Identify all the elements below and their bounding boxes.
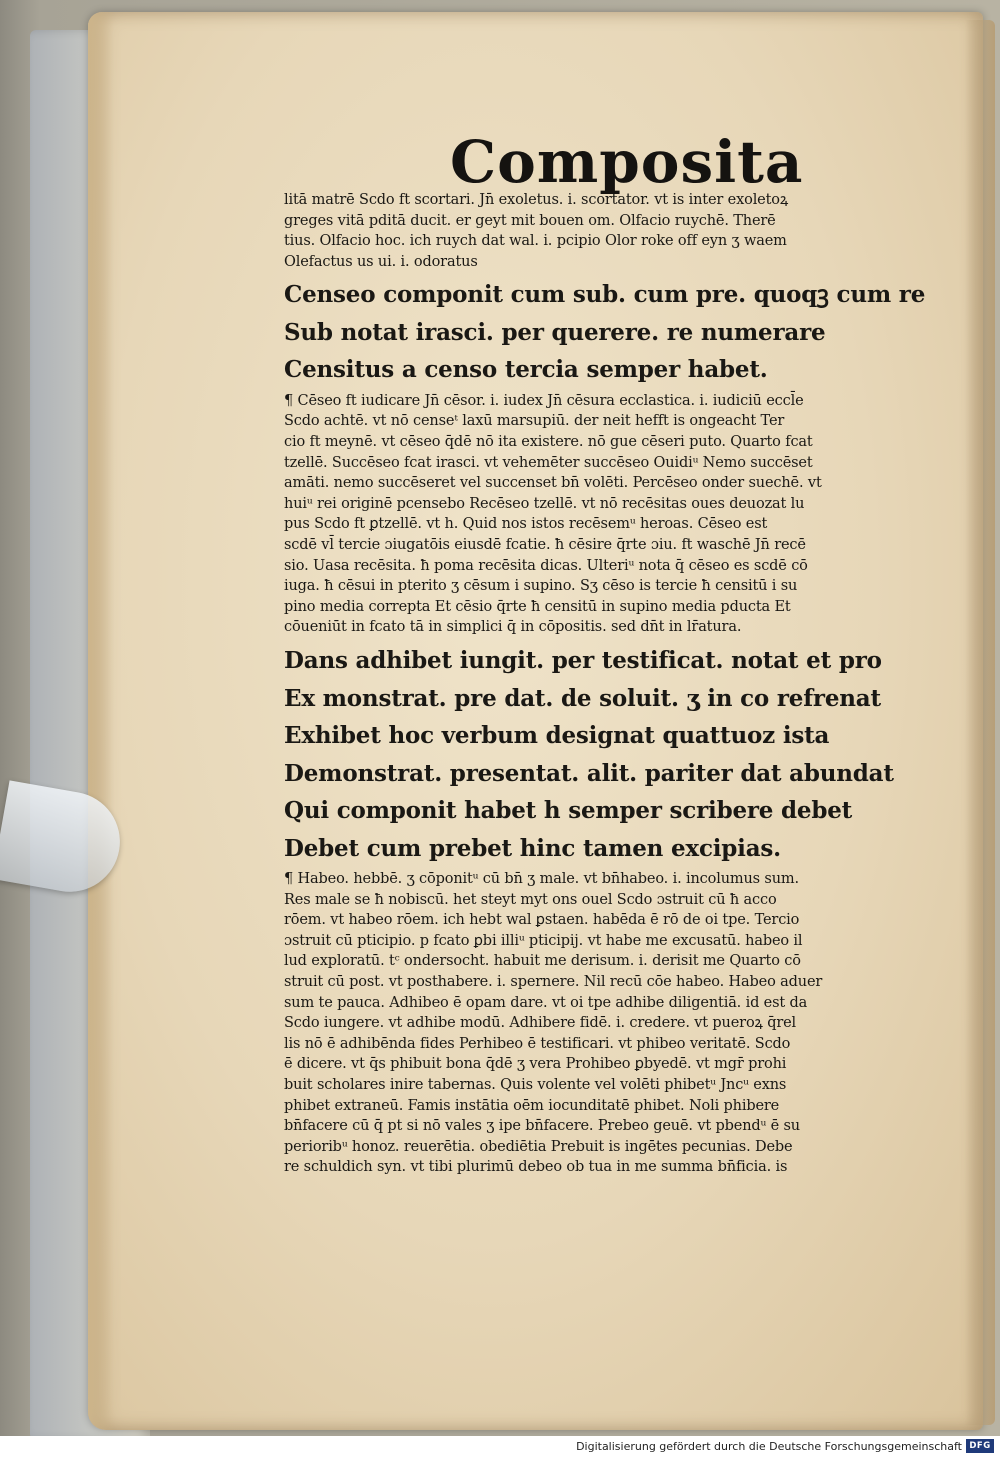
verse-line: Qui componit habet h semper scribere debet: [284, 797, 853, 824]
text-line: amāti. nemo succēseret vel succenset bn̄ volēti. Percēseo onder suechē. vt: [284, 475, 822, 492]
verse-block: [284, 642, 909, 867]
verse-block: [284, 276, 926, 389]
text-line: iuga. ħ cēsui in pterito ʒ cēsum i supino. Sʒ cēso is tercie ħ censitū i su: [284, 578, 798, 595]
verse-line: Censitus a censo tercia semper habet.: [284, 356, 768, 384]
page-right-edge: [965, 20, 995, 1425]
text-line: pus Scdo ft ꝑtzellē. vt h. Quid nos istos recēsemᵘ heroas. Cēseo est: [284, 516, 768, 533]
commentary-block: [284, 869, 909, 1178]
text-line: pino media correpta Et cēsio q̄rte ħ censitū in supino media pducta Et: [284, 598, 791, 615]
text-line: Res male se ħ nobiscū. het steyt myt ons ouel Scdo ɔstruit cū ħ acco: [284, 891, 777, 908]
text-line: buit scholares inire tabernas. Quis volente vel volēti phibetᵘ Jncᵘ exns: [284, 1076, 787, 1093]
text-line: Scdo iungere. vt adhibe modū. Adhibere fidē. i. credere. vt pueroꝝ q̄rel: [284, 1015, 797, 1032]
text-line: lud exploratū. tᶜ ondersocht. habuit me derisum. i. derisit me Quarto cō: [284, 953, 801, 970]
text-line: huiᵘ rei originē pcensebo Recēseo tzellē. vt nō recēsitas oues deuozat lu: [284, 495, 805, 512]
text-line: Scdo achtē. vt nō censeᵗ laxū marsupiū. der neit hefft is ongeacht Ter: [284, 413, 785, 430]
verse-line: Exhibet hoc verbum designat quattuoz ista: [284, 722, 830, 749]
verse-line: Ex monstrat. pre dat. de soluit. ʒ in co refrenat: [284, 684, 881, 712]
text-line: greges vitā pditā ducit. er geyt mit bouen om. Olfacio ruychē. Therē: [284, 212, 776, 229]
verse-line: Dans adhibet iungit. per testificat. notat et pro: [284, 647, 882, 674]
text-line: struit cū post. vt posthabere. i. spernere. Nil recū cōe habeo. Habeo aduer: [284, 973, 823, 990]
page-title: Composita: [450, 128, 804, 196]
text-line: ɔstruit cū pticipio. p fcato ꝑbi illiᵘ pticipij. vt habe me excusatū. habeo il: [284, 932, 803, 949]
text-line: tius. Olfacio hoc. ich ruych dat wal. i. pcipio Olor roke off eyn ʒ waem: [284, 233, 787, 250]
verse-line: Sub notat irasci. per querere. re numerare: [284, 318, 826, 346]
verse-line: Debet cum prebet hinc tamen excipias.: [284, 834, 781, 862]
footer-credit: Digitalisierung gefördert durch die Deutsche Forschungsgemeinschaft: [576, 1440, 962, 1453]
text-line: sio. Uasa recēsita. ħ poma recēsita dicas. Ulteriᵘ nota q̄ cēseo es scdē cō: [284, 557, 808, 574]
text-line: rōem. vt habeo rōem. ich hebt wal ꝑstaen. habēda ē rō de oi tpe. Tercio: [284, 912, 800, 929]
text-block: [284, 190, 926, 1178]
verse-line: Censeo componit cum sub. cum pre. quoqꝫ cum re: [284, 281, 926, 309]
text-line: scdē vl̄ tercie ɔiugatōis eiusdē fcatie. ħ cēsire q̄rte ɔiu. ft waschē Jn̄ recē: [284, 537, 806, 554]
verse-line: Demonstrat. presentat. alit. pariter dat abundat: [284, 759, 894, 787]
text-line: tzellē. Succēseo fcat irasci. vt vehemēter succēseo Ouidiᵘ Nemo succēset: [284, 454, 813, 471]
text-line: cio ft meynē. vt cēseo q̄dē nō ita existere. nō gue cēseri puto. Quarto fcat: [284, 434, 813, 451]
commentary-block: [284, 190, 909, 272]
text-line: ē dicere. vt q̄s phibuit bona q̄dē ʒ vera Prohibeo ꝑbyedē. vt mgr̄ prohi: [284, 1056, 787, 1073]
text-line: phibet extraneū. Famis instātia oēm iocunditatē phibet. Noli phibere: [284, 1097, 780, 1114]
dfg-logo-icon: DFG: [966, 1439, 994, 1453]
text-line: re schuldich syn. vt tibi plurimū debeo ob tua in me summa bn̄ficia. is: [284, 1159, 788, 1176]
text-line: perioribᵘ honoz. reuerētia. obediētia Prebuit is ingētes pecunias. Debe: [284, 1138, 793, 1155]
text-line: lis nō ē adhibēnda fides Perhibeo ē testificari. vt phibeo veritatē. Scdo: [284, 1035, 791, 1052]
text-line: Olefactus us ui. i. odoratus: [284, 253, 478, 270]
text-line: ¶ Habeo. hebbē. ʒ cōponitᵘ cū bn̄ ʒ male. vt bn̄habeo. i. incolumus sum.: [284, 871, 799, 887]
text-line: cōueniūt in fcato tā in simplici q̄ in cōpositis. sed dn̄t in lr̄atura.: [284, 619, 742, 636]
text-line: ¶ Cēseo ft iudicare Jn̄ cēsor. i. iudex Jn̄ cēsura ecclastica. i. iudiciū eccl̄e: [284, 392, 804, 409]
text-line: sum te pauca. Adhibeo ē opam dare. vt oi tpe adhibe diligentiā. id est da: [284, 994, 808, 1011]
page-gutter-shadow: [88, 12, 114, 1430]
text-line: litā matrē Scdo ft scortari. Jn̄ exoletus. i. scortator. vt is inter exoletoꝝ: [284, 192, 789, 208]
commentary-block: [284, 391, 909, 638]
text-line: bn̄facere cū q̄ pt si nō vales ʒ ipe bn̄facere. Prebeo geuē. vt pbendᵘ ē su: [284, 1118, 801, 1135]
